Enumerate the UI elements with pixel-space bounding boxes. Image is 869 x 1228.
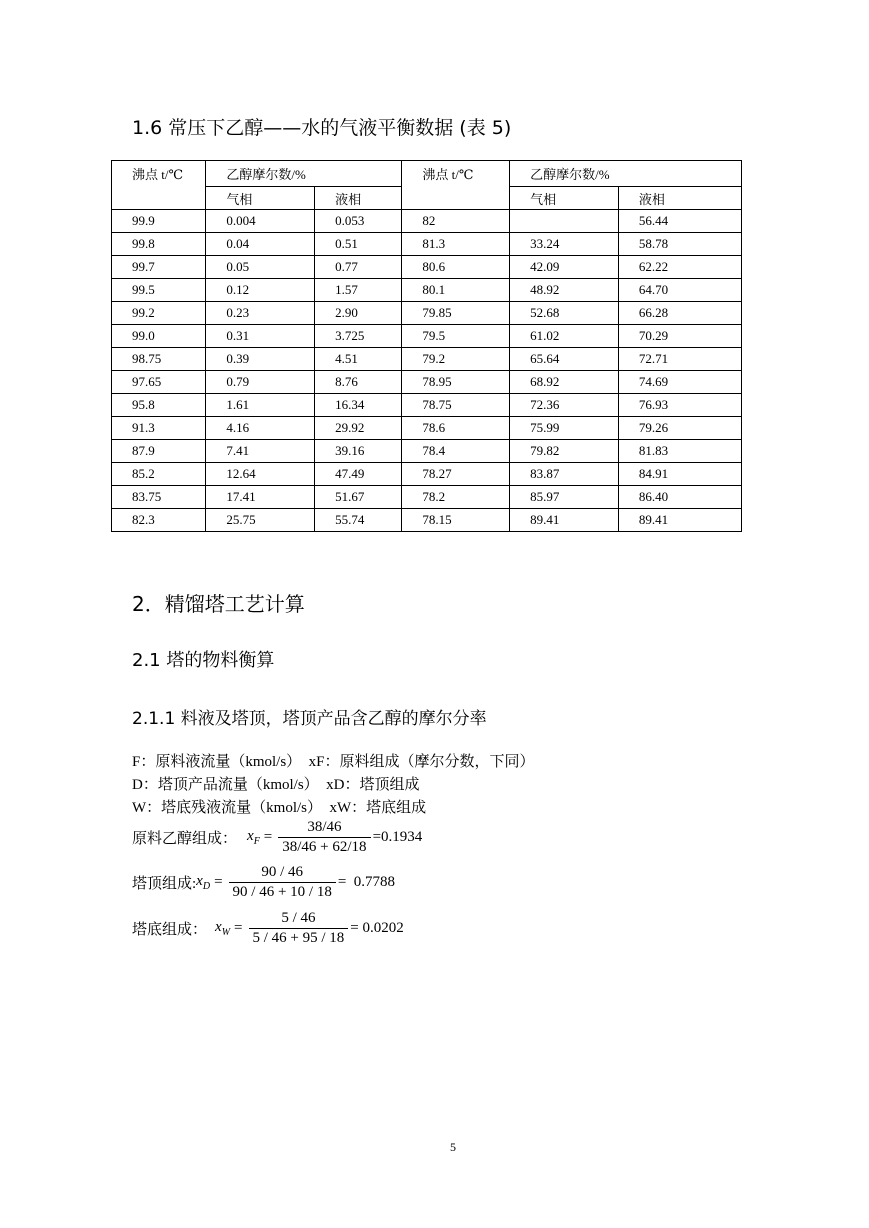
table-cell: 52.68 xyxy=(510,302,619,325)
section-heading-2: 2．精馏塔工艺计算 xyxy=(132,592,305,616)
header-boiling-left: 沸点 t/℃ xyxy=(112,161,206,210)
table-cell: 12.64 xyxy=(206,463,315,486)
table-row xyxy=(112,279,742,302)
formula-top-fraction xyxy=(229,864,336,901)
formula-bottom: 塔底组成： $x_W$ = $\frac{5 / 46}{5 / 46 + 95 / 18}$ = 0.0202 xyxy=(132,910,404,946)
table-cell: 79.5 xyxy=(402,325,510,348)
table-row xyxy=(112,509,742,532)
table-cell: 0.004 xyxy=(206,210,315,233)
table-cell: 0.39 xyxy=(206,348,315,371)
header-liquid-left: 液相 xyxy=(315,187,402,210)
header-mole-left: 乙醇摩尔数/% xyxy=(206,161,402,187)
table-cell: 80.1 xyxy=(402,279,510,302)
table-cell: 62.22 xyxy=(618,256,741,279)
table-cell: 58.78 xyxy=(618,233,741,256)
table-cell: 70.29 xyxy=(618,325,741,348)
table-cell: 4.51 xyxy=(315,348,402,371)
table-row xyxy=(112,325,742,348)
formula-top: 塔顶组成: $x_D$ = $\frac{90 / 46}{90 / 46 + 10 / 18}$ = 0.7788 xyxy=(132,864,396,900)
table-cell: 78.75 xyxy=(402,394,510,417)
table-cell: 78.2 xyxy=(402,486,510,509)
table-cell: 55.74 xyxy=(315,509,402,532)
table-cell: 78.27 xyxy=(402,463,510,486)
table-cell: 0.23 xyxy=(206,302,315,325)
table-cell: 78.4 xyxy=(402,440,510,463)
table-cell: 0.05 xyxy=(206,256,315,279)
table-cell: 64.70 xyxy=(618,279,741,302)
formula-feed-fraction xyxy=(278,819,370,856)
table-cell: 61.02 xyxy=(510,325,619,348)
table-row xyxy=(112,348,742,371)
definition-bottom: W：塔底残液流量（kmol/s） xW：塔底组成 xyxy=(132,800,427,816)
section-heading-2-1-1: 2.1.1 料液及塔顶，塔顶产品含乙醇的摩尔分率 xyxy=(132,709,487,729)
table-row xyxy=(112,256,742,279)
table-cell: 39.16 xyxy=(315,440,402,463)
table-row xyxy=(112,210,742,233)
table-cell: 66.28 xyxy=(618,302,741,325)
formula-top-numerator: 90 / 46 xyxy=(261,864,304,880)
table-heading: 1.6 常压下乙醇——水的气液平衡数据 (表 5) xyxy=(132,117,512,139)
table-cell: 47.49 xyxy=(315,463,402,486)
table-cell: 85.97 xyxy=(510,486,619,509)
formula-bottom-var: x xyxy=(215,919,222,935)
table-cell: 87.9 xyxy=(112,440,206,463)
table-cell: 2.90 xyxy=(315,302,402,325)
formula-top-var: x xyxy=(196,873,203,889)
table-cell: 99.9 xyxy=(112,210,206,233)
formula-bottom-numerator: 5 / 46 xyxy=(281,910,316,926)
table-cell: 0.51 xyxy=(315,233,402,256)
table-cell: 0.053 xyxy=(315,210,402,233)
table-cell: 78.15 xyxy=(402,509,510,532)
table-cell: 0.04 xyxy=(206,233,315,256)
table-cell: 78.95 xyxy=(402,371,510,394)
table-cell: 0.31 xyxy=(206,325,315,348)
table-cell: 16.34 xyxy=(315,394,402,417)
table-cell: 68.92 xyxy=(510,371,619,394)
table-row xyxy=(112,233,742,256)
table-cell: 82 xyxy=(402,210,510,233)
table-cell: 95.8 xyxy=(112,394,206,417)
table-cell: 83.87 xyxy=(510,463,619,486)
table-cell: 99.5 xyxy=(112,279,206,302)
table-cell: 97.65 xyxy=(112,371,206,394)
table-cell: 1.57 xyxy=(315,279,402,302)
table-cell: 81.3 xyxy=(402,233,510,256)
table-cell: 98.75 xyxy=(112,348,206,371)
formula-bottom-fraction xyxy=(249,910,349,947)
table-cell: 84.91 xyxy=(618,463,741,486)
header-gas-left: 气相 xyxy=(206,187,315,210)
table-cell: 25.75 xyxy=(206,509,315,532)
definition-feed: F：原料液流量（kmol/s） xF：原料组成（摩尔分数，下同） xyxy=(132,754,535,770)
table-cell: 0.79 xyxy=(206,371,315,394)
header-gas-right: 气相 xyxy=(510,187,619,210)
table-cell: 72.36 xyxy=(510,394,619,417)
table-cell xyxy=(510,210,619,233)
formula-feed-sub: F xyxy=(253,836,260,847)
table-cell: 17.41 xyxy=(206,486,315,509)
table-cell: 99.8 xyxy=(112,233,206,256)
section-heading-2-1: 2.1 塔的物料衡算 xyxy=(132,650,275,671)
page-number: 5 xyxy=(450,1140,456,1154)
table-header-row xyxy=(112,161,742,187)
table-row xyxy=(112,394,742,417)
table-cell: 0.12 xyxy=(206,279,315,302)
table-cell: 48.92 xyxy=(510,279,619,302)
table-cell: 81.83 xyxy=(618,440,741,463)
table-cell: 1.61 xyxy=(206,394,315,417)
table-cell: 79.82 xyxy=(510,440,619,463)
formula-feed-label: 原料乙醇组成： xyxy=(132,831,238,847)
definition-top: D：塔顶产品流量（kmol/s） xD：塔顶组成 xyxy=(132,777,420,793)
table-cell: 3.725 xyxy=(315,325,402,348)
table-cell: 72.71 xyxy=(618,348,741,371)
formula-feed-var: x xyxy=(247,828,254,844)
table-cell: 89.41 xyxy=(510,509,619,532)
table-cell: 29.92 xyxy=(315,417,402,440)
formula-feed-result: =0.1934 xyxy=(372,829,423,845)
table-cell: 8.76 xyxy=(315,371,402,394)
table-cell: 65.64 xyxy=(510,348,619,371)
table-cell: 79.2 xyxy=(402,348,510,371)
table-cell: 51.67 xyxy=(315,486,402,509)
table-cell: 76.93 xyxy=(618,394,741,417)
table-row xyxy=(112,463,742,486)
table-row xyxy=(112,371,742,394)
table-cell: 79.26 xyxy=(618,417,741,440)
table-cell: 56.44 xyxy=(618,210,741,233)
table-cell: 80.6 xyxy=(402,256,510,279)
table-cell: 86.40 xyxy=(618,486,741,509)
formula-top-result: = 0.7788 xyxy=(337,874,396,890)
table-cell: 0.77 xyxy=(315,256,402,279)
table-cell: 4.16 xyxy=(206,417,315,440)
table-cell: 99.0 xyxy=(112,325,206,348)
formula-top-sub: D xyxy=(202,881,211,892)
table-cell: 75.99 xyxy=(510,417,619,440)
formula-bottom-sub: W xyxy=(221,927,231,938)
formula-top-label: 塔顶组成: xyxy=(132,876,197,892)
formula-feed-denominator: 38/46 + 62/18 xyxy=(278,837,370,856)
table-cell: 89.41 xyxy=(618,509,741,532)
table-row xyxy=(112,440,742,463)
table-cell: 78.6 xyxy=(402,417,510,440)
table-cell: 99.2 xyxy=(112,302,206,325)
table-cell: 74.69 xyxy=(618,371,741,394)
header-mole-right: 乙醇摩尔数/% xyxy=(510,161,742,187)
formula-top-denominator: 90 / 46 + 10 / 18 xyxy=(229,882,336,901)
vle-table xyxy=(111,160,742,532)
table-cell: 83.75 xyxy=(112,486,206,509)
table-cell: 42.09 xyxy=(510,256,619,279)
header-liquid-right: 液相 xyxy=(618,187,741,210)
table-row xyxy=(112,417,742,440)
table-cell: 7.41 xyxy=(206,440,315,463)
table-row xyxy=(112,302,742,325)
formula-feed-numerator: 38/46 xyxy=(307,819,342,835)
table-cell: 79.85 xyxy=(402,302,510,325)
formula-feed: 原料乙醇组成： $x_F$ = $\frac{38/46}{38/46 + 62/18}$ =0.1934 xyxy=(132,819,423,855)
table-cell: 91.3 xyxy=(112,417,206,440)
header-boiling-right: 沸点 t/℃ xyxy=(402,161,510,210)
formula-bottom-result: = 0.0202 xyxy=(350,920,404,936)
table-cell: 82.3 xyxy=(112,509,206,532)
table-cell: 33.24 xyxy=(510,233,619,256)
table-cell: 99.7 xyxy=(112,256,206,279)
formula-bottom-denominator: 5 / 46 + 95 / 18 xyxy=(249,928,349,947)
formula-bottom-label: 塔底组成： xyxy=(132,922,208,938)
table-cell: 85.2 xyxy=(112,463,206,486)
table-row xyxy=(112,486,742,509)
